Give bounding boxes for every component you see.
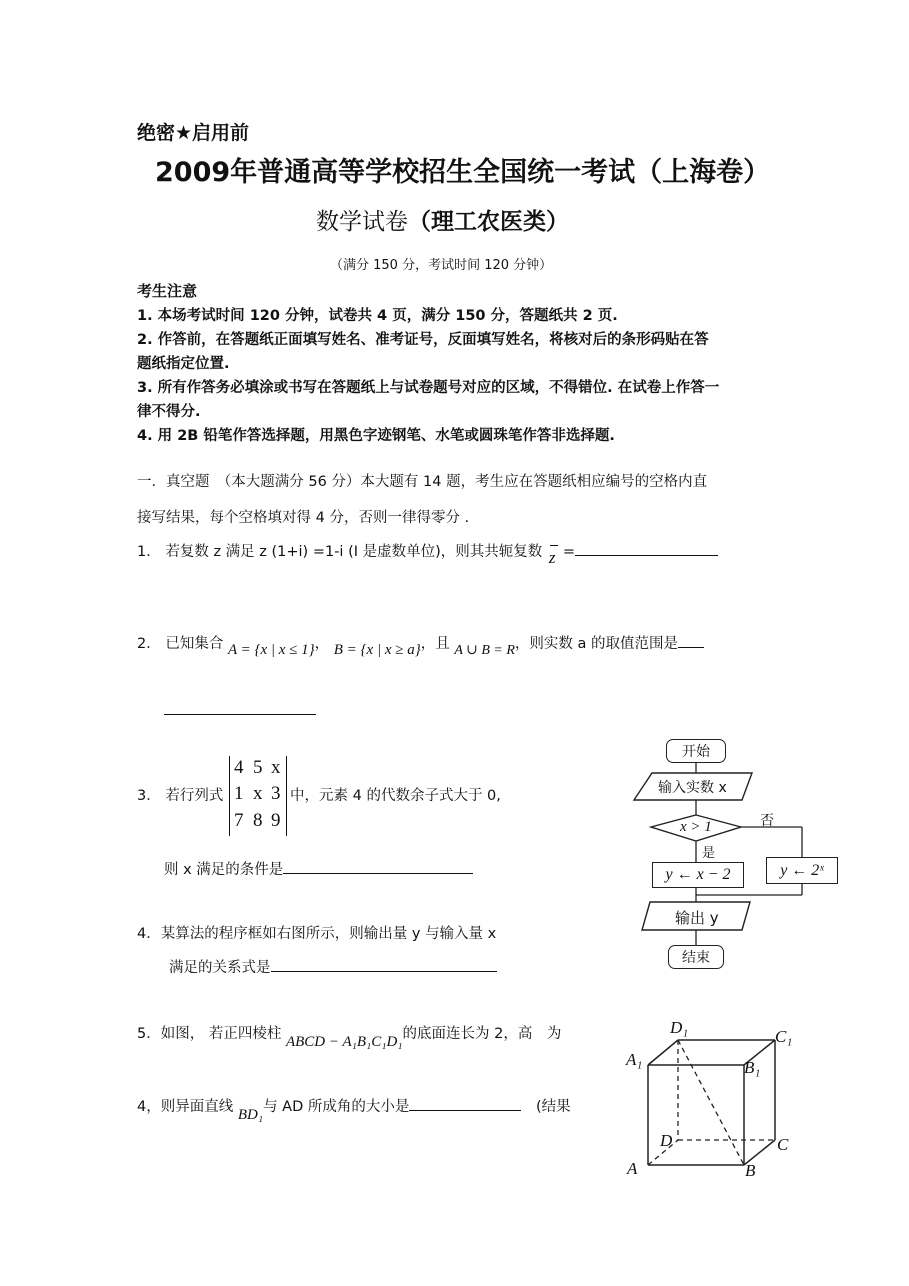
question-3-prefix: 3． 若行列式 xyxy=(137,788,224,804)
set-a: A = {x | x ≤ 1} xyxy=(227,642,315,658)
matrix-cell: 8 xyxy=(253,810,263,831)
question-5-text-b: 的底面连长为 2，高 为 xyxy=(402,1026,562,1042)
comma: ， xyxy=(314,636,330,652)
flowchart-end: 结束 xyxy=(668,945,724,969)
flowchart-output: 输出 y xyxy=(675,909,719,927)
question-2-text: 2． 已知集合 xyxy=(137,636,224,652)
segment-bd1: BD₁ xyxy=(237,1107,264,1123)
prism-name: ABCD − A₁B₁C₁D₁ xyxy=(285,1034,403,1050)
exam-title: 2009年普通高等学校招生全国统一考试（上海卷） xyxy=(155,157,771,188)
answer-blank-5[interactable] xyxy=(409,1110,521,1111)
union-expression: A ∪ B = R xyxy=(454,643,515,658)
question-3-line2 xyxy=(164,858,473,879)
question-5-text: 5．如图， 若正四棱柱 xyxy=(137,1026,282,1042)
set-b: B = {x | x ≥ a} xyxy=(333,642,421,658)
notice-item: 2. 作答前，在答题纸正面填写姓名、准考证号，反面填写姓名，将核对后的条形码贴在答 xyxy=(137,332,709,348)
question-2 xyxy=(137,632,704,658)
flowchart-assign-yes: y ← x − 2 xyxy=(652,862,744,888)
notice-item: 律不得分. xyxy=(137,404,201,420)
answer-blank-2a[interactable] xyxy=(678,647,704,648)
notice-item: 1. 本场考试时间 120 分钟，试卷共 4 页，满分 150 分，答题纸共 2 页. xyxy=(137,308,618,324)
matrix-cell: 4 xyxy=(234,757,244,778)
conjugate-symbol: z xyxy=(547,542,563,562)
notice-item: 4. 用 2B 铅笔作答选择题，用黑色字迹钢笔、水笔或圆珠笔作答非选择题. xyxy=(137,428,615,444)
matrix-cell: 7 xyxy=(234,810,244,831)
subject-title xyxy=(316,203,569,236)
flowchart-condition: x > 1 xyxy=(680,819,712,835)
answer-blank-3[interactable] xyxy=(283,873,473,874)
flowchart-yes-label: 是 xyxy=(702,846,716,861)
vertex-a1: A₁ xyxy=(626,1050,643,1069)
subject-suffix: （理工农医类） xyxy=(408,209,569,235)
vertex-c: C xyxy=(777,1135,789,1154)
exam-info: （满分 150 分，考试时间 120 分钟） xyxy=(330,258,553,273)
matrix-cell: x xyxy=(271,757,281,778)
vertex-d: D xyxy=(660,1131,673,1150)
question-5 xyxy=(137,1022,562,1050)
question-2-tail: ，则实数 a 的取值范围是 xyxy=(514,636,679,652)
flowchart-no-label: 否 xyxy=(760,813,774,829)
flowchart-input: 输入实数 x xyxy=(658,780,727,796)
question-3-condition: 则 x 满足的条件是 xyxy=(164,862,284,878)
question-5-text-d: 与 AD 所成角的大小是 xyxy=(263,1099,410,1115)
confidential-label: 绝密★启用前 xyxy=(137,122,250,144)
flowchart xyxy=(620,735,850,975)
question-5-line2 xyxy=(137,1095,571,1123)
notice-item: 3. 所有作答务必填涂或书写在答题纸上与试卷题号对应的区域，不得错位. 在试卷上作答一 xyxy=(137,380,720,396)
vertex-b1: B₁ xyxy=(744,1058,761,1077)
prism-figure xyxy=(620,1015,800,1185)
matrix-cell: 5 xyxy=(253,757,263,778)
question-4-relation: 满足的关系式是 xyxy=(169,960,271,976)
matrix-cell: x xyxy=(253,783,263,804)
question-3-suffix: 中，元素 4 的代数余子式大于 0, xyxy=(290,788,501,804)
matrix-cell: 3 xyxy=(271,783,281,804)
answer-blank-2b[interactable] xyxy=(164,700,316,719)
question-4-line2 xyxy=(169,956,497,977)
question-1-text: 1． 若复数 z 满足 z (1+i) =1-i (I 是虚数单位)，则其共轭复数 xyxy=(137,544,543,560)
answer-blank-1[interactable] xyxy=(575,555,718,556)
question-1 xyxy=(137,540,718,567)
vertex-d1: D₁ xyxy=(670,1018,689,1037)
question-4: 4．某算法的程序框如右图所示，则输出量 y 与输入量 x xyxy=(137,926,497,942)
subject-prefix: 数学试卷 xyxy=(316,209,408,235)
matrix-cell: 1 xyxy=(234,783,244,804)
question-5-text-c: 4，则异面直线 xyxy=(137,1099,234,1115)
flowchart-assign-no: y ← 2ˣ xyxy=(766,857,838,884)
vertex-c1: C₁ xyxy=(775,1027,793,1046)
matrix-cell: 9 xyxy=(271,810,281,831)
comma: ，且 xyxy=(420,636,450,652)
equals-sign: = xyxy=(562,544,576,560)
vertex-a: A xyxy=(627,1159,638,1178)
answer-blank-4[interactable] xyxy=(271,971,497,972)
determinant xyxy=(229,756,287,836)
flowchart-lines xyxy=(620,735,850,975)
notice-title: 考生注意 xyxy=(137,282,198,300)
vertex-b: B xyxy=(745,1161,756,1180)
section-intro: 一．真空题 （本大题满分 56 分）本大题有 14 题，考生应在答题纸相应编号的空格内直 xyxy=(137,474,708,490)
notice-item: 题纸指定位置. xyxy=(137,356,230,372)
section-intro: 接写结果，每个空格填对得 4 分，否则一律得零分 . xyxy=(137,510,470,526)
prism-lines xyxy=(620,1015,800,1185)
flowchart-start: 开始 xyxy=(666,739,726,763)
question-5-text-e: (结果 xyxy=(535,1099,571,1115)
